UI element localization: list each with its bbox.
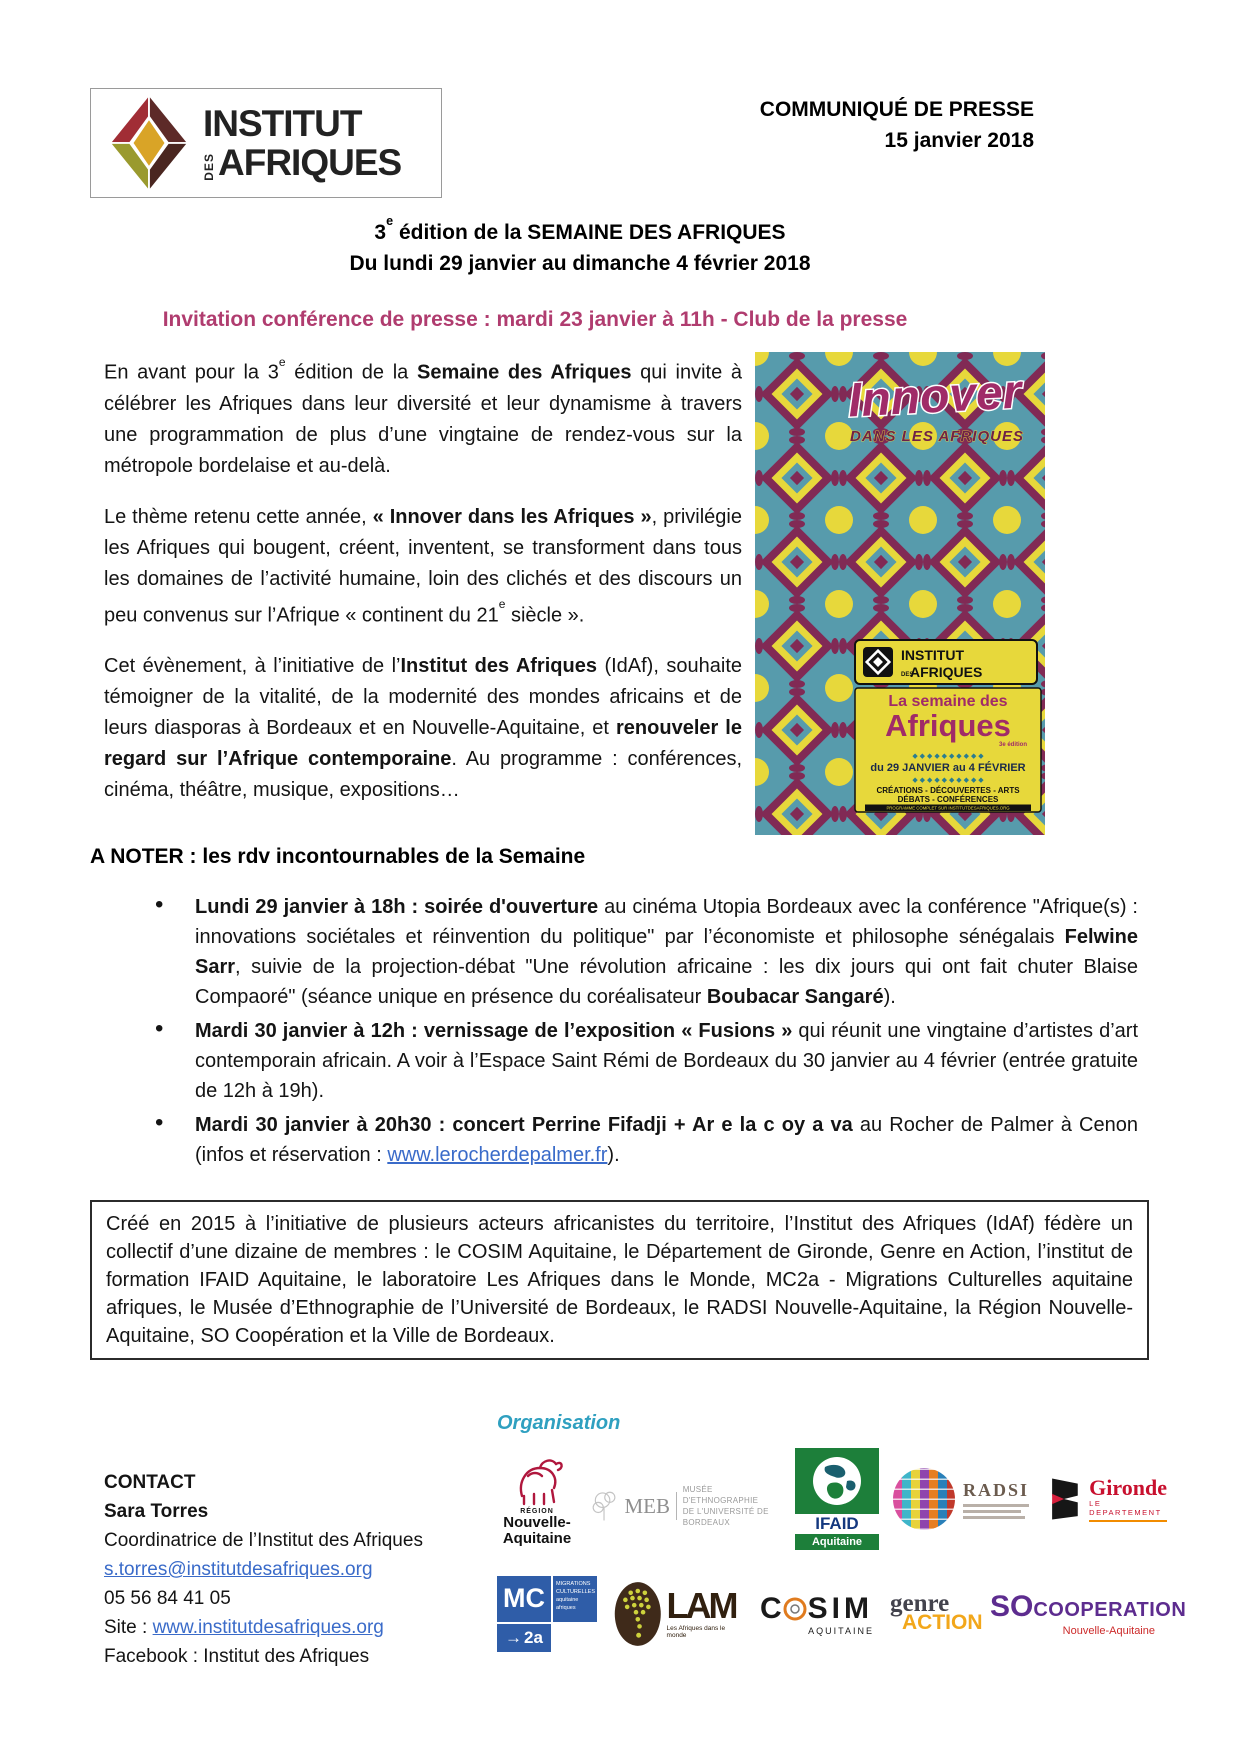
poster-subtitle: DANS LES AFRIQUES (850, 428, 1024, 445)
press-header (760, 94, 1034, 156)
logo-word-institut: INSTITUT (203, 103, 362, 144)
contact-facebook: Facebook : Institut des Afriques (104, 1646, 370, 1667)
highlights-list (143, 892, 1138, 1174)
diamond-ornament-row: ◆ ◆ ◆ ◆ ◆ ◆ ◆ ◆ ◆ ◆ (912, 777, 984, 784)
mosaic-globe-icon (893, 1468, 955, 1530)
arrow-icon: → (505, 1627, 523, 1647)
svg-text:PROGRAMME COMPLET SUR INSTITUT: PROGRAMME COMPLET SUR INSTITUTDESAFRIQUES.ORG (886, 805, 1010, 811)
logo-word-des: DES (202, 153, 216, 181)
tree-icon (591, 1484, 618, 1528)
lion-icon (508, 1452, 566, 1508)
contact-block: CONTACT Sara Torres Coordinatrice de l’Institut des Afriques s.torres@institutdesafriques.org 05 56 84 41 05 Site : www.institutdesafriques.org Facebook : Institut des Afriques (104, 1468, 423, 1671)
document-title: 3e édition de la SEMAINE DES AFRIQUES Du lundi 29 janvier au dimanche 4 février 2018 (145, 212, 1015, 279)
event-poster (755, 352, 1045, 835)
poster-dates: du 29 JANVIER au 4 FÉVRIER (870, 762, 1026, 774)
meb-logo: MEB MUSÉE D'ETHNOGRAPHIE DE L'UNIVERSITÉ DE BORDEAUX (591, 1484, 781, 1528)
gironde-mark-icon (1047, 1473, 1081, 1525)
genre-en-action-logo: genre ACTION (890, 1589, 983, 1634)
press-date: 15 janvier 2018 (884, 129, 1034, 152)
paragraph-1: En avant pour la 3e édition de la Semaine des Afriques qui invite à célébrer les Afriques dans leur diversité et leur dynamisme à travers une programmation de plus d’une vingtaine de rendez-vous sur la métropole bordelaise et au-delà. (104, 354, 742, 477)
svg-text:DÉBATS - CONFÉRENCES: DÉBATS - CONFÉRENCES (897, 795, 999, 804)
list-item: • Mardi 30 janvier à 12h : vernissage de l’exposition « Fusions » qui réunit une vingtaine d’artistes d’art contemporain africain. A voir à l’Espace Saint Rémi de Bordeaux du 30 janvier au 4 février (entrée gratuite de 12h à 19h). (143, 1016, 1138, 1106)
diamond-ornament-row: ◆ ◆ ◆ ◆ ◆ ◆ ◆ ◆ ◆ ◆ (912, 753, 984, 760)
press-label: COMMUNIQUÉ DE PRESSE (759, 98, 1034, 121)
ifaid-logo: IFAID Aquitaine (795, 1448, 879, 1550)
svg-text:CRÉATIONS - DÉCOUVERTES - ARTS: CRÉATIONS - DÉCOUVERTES - ARTS (876, 786, 1020, 795)
contact-name: Sara Torres (104, 1501, 209, 1522)
invitation-line: Invitation conférence de presse : mardi 23 janvier à 11h - Club de la presse (162, 308, 908, 331)
paragraph-3: Cet évènement, à l’initiative de l’Institut des Afriques (IdAf), souhaite témoigner de la vitalité, de la modernité des mondes africains et de leurs diasporas à Bordeaux et en Nouvelle-Aquitaine, et renouveler le regard sur l’Afrique contemporaine. Au programme : conférences, cinéma, théâtre, musique, expositions… (104, 655, 743, 802)
note-heading: A NOTER : les rdv incontournables de la Semaine (90, 845, 586, 868)
organisation-logos-row-1 (497, 1444, 1167, 1554)
paragraph-2: Le thème retenu cette année, « Innover dans les Afriques », privilégie les Afriques qui bougent, créent, inventent, se transforment dans tous les domaines de l’activité humaine, loin des clichés et des discours un peu convenus sur l’Afrique « continent du 21e siècle ». (104, 505, 742, 627)
dotted-question-icon (613, 1578, 663, 1650)
intro-paragraphs (104, 352, 742, 826)
svg-text:DES: DES (901, 672, 914, 678)
logo-word-afriques: AFRIQUES (218, 142, 402, 183)
gironde-logo: Gironde LE DEPARTEMENT (1047, 1473, 1167, 1525)
contact-phone: 05 56 84 41 05 (104, 1588, 231, 1609)
svg-text:AFRIQUES: AFRIQUES (910, 664, 983, 680)
so-cooperation-logo: SO COOPERATION Nouvelle-Aquitaine (990, 1590, 1187, 1637)
organisation-logos-row-2 (497, 1566, 1187, 1661)
list-item: • Mardi 30 janvier à 20h30 : concert Perrine Fifadji + Ar e la c oy a va au Rocher de Palmer à Cenon (infos et réservation : www.lerocherdepalmer.fr). (143, 1110, 1138, 1170)
orange-ring-icon (782, 1596, 808, 1622)
region-nouvelle-aquitaine-logo: RÉGION Nouvelle- Aquitaine (497, 1452, 577, 1547)
rocher-de-palmer-link[interactable]: www.lerocherdepalmer.fr (387, 1144, 608, 1166)
idaf-logo (90, 88, 442, 198)
contact-email-link[interactable]: s.torres@institutdesafriques.org (104, 1559, 373, 1580)
members-box: Créé en 2015 à l’initiative de plusieurs acteurs africanistes du territoire, l’Institut des Afriques (IdAf) fédère un collectif d’une dizaine de membres : le COSIM Aquitaine, le Département de Gironde, Genre en Action, l’institut de formation IFAID Aquitaine, le laboratoire Les Afriques dans le Monde, MC2a - Migrations Culturelles aquitaine afriques, le Musée d’Ethnographie de l’Université de Bordeaux, le RADSI Nouvelle-Aquitaine, la Région Nouvelle-Aquitaine, SO Coopération et la Ville de Bordeaux. (90, 1200, 1149, 1360)
contact-heading: CONTACT (104, 1472, 196, 1493)
website-link[interactable]: www.institutdesafriques.org (152, 1617, 384, 1638)
contact-role: Coordinatrice de l’Institut des Afriques (104, 1530, 423, 1551)
list-item: • Lundi 29 janvier à 18h : soirée d'ouverture au cinéma Utopia Bordeaux avec la conférence "Afrique(s) : innovations sociétales et réinvention du politique" par l’économiste et philosophe sénégalais Felwine Sarr, suivie de la projection-débat "Une révolution africaine : les dix jours qui ont fait chuter Blaise Compaoré" (séance unique en présence du coréalisateur Boubacar Sangaré). (143, 892, 1138, 1012)
poster-title: Innover (846, 365, 1023, 428)
svg-text:3e édition: 3e édition (998, 742, 1028, 748)
radsi-logo: RADSI (893, 1468, 1033, 1530)
lam-logo: LAM Les Afriques dans le monde (613, 1578, 743, 1650)
svg-text:Afriques: Afriques (885, 708, 1011, 743)
poster-idaf-badge (855, 640, 1037, 684)
document-subtitle: Du lundi 29 janvier au dimanche 4 février 2018 (349, 252, 811, 275)
idaf-diamond-icon (107, 93, 191, 193)
globe-icon (811, 1455, 863, 1507)
cosim-logo: C SIM AQUITAINE (759, 1591, 874, 1636)
organisation-label: Organisation (497, 1412, 621, 1434)
mc2a-logo: MC MIGRATIONS CULTURELLES aquitaine afriques → 2a (497, 1576, 597, 1652)
svg-text:La semaine des: La semaine des (888, 693, 1008, 710)
svg-text:INSTITUT: INSTITUT (901, 647, 964, 663)
poster-semaine-panel (855, 688, 1041, 812)
